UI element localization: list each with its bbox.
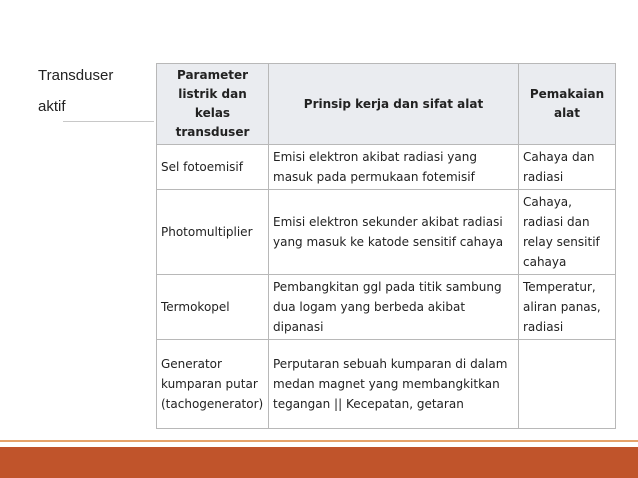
transducer-table (156, 63, 616, 429)
table-cell: Termokopel (157, 275, 269, 340)
header-usage: Pemakaian alat (519, 64, 616, 145)
table-cell: Emisi elektron akibat radiasi yang masuk pada permukaan fotemisif (269, 145, 519, 190)
table-row (157, 145, 616, 190)
table-cell: Cahaya, radiasi dan relay sensitif cahaya (519, 190, 616, 275)
table-cell: Perputaran sebuah kumparan di dalam medan magnet yang membangkitkan tegangan || Kecepatan, getaran (269, 340, 519, 429)
table-cell: Sel fotoemisif (157, 145, 269, 190)
table-row (157, 190, 616, 275)
table-cell: Cahaya dan radiasi (519, 145, 616, 190)
header-parameter: Parameter listrik dan kelas transduser (157, 64, 269, 145)
table-cell: Emisi elektron sekunder akibat radiasi yang masuk ke katode sensitif cahaya (269, 190, 519, 275)
table-row (157, 275, 616, 340)
footer-accent-line (0, 440, 638, 442)
footer-bar (0, 447, 638, 478)
table-row (157, 340, 616, 429)
table-header-row (157, 64, 616, 145)
table-cell: Photomultiplier (157, 190, 269, 275)
slide-label-line-1: Transduser (38, 67, 114, 84)
table-cell (519, 340, 616, 429)
table-cell: Temperatur, aliran panas, radiasi (519, 275, 616, 340)
slide-label-line-2: aktif (38, 98, 66, 115)
table-cell: Generator kumparan putar (tachogenerator) (157, 340, 269, 429)
header-principle: Prinsip kerja dan sifat alat (269, 64, 519, 145)
label-underline (63, 121, 154, 122)
table-cell: Pembangkitan ggl pada titik sambung dua logam yang berbeda akibat dipanasi (269, 275, 519, 340)
